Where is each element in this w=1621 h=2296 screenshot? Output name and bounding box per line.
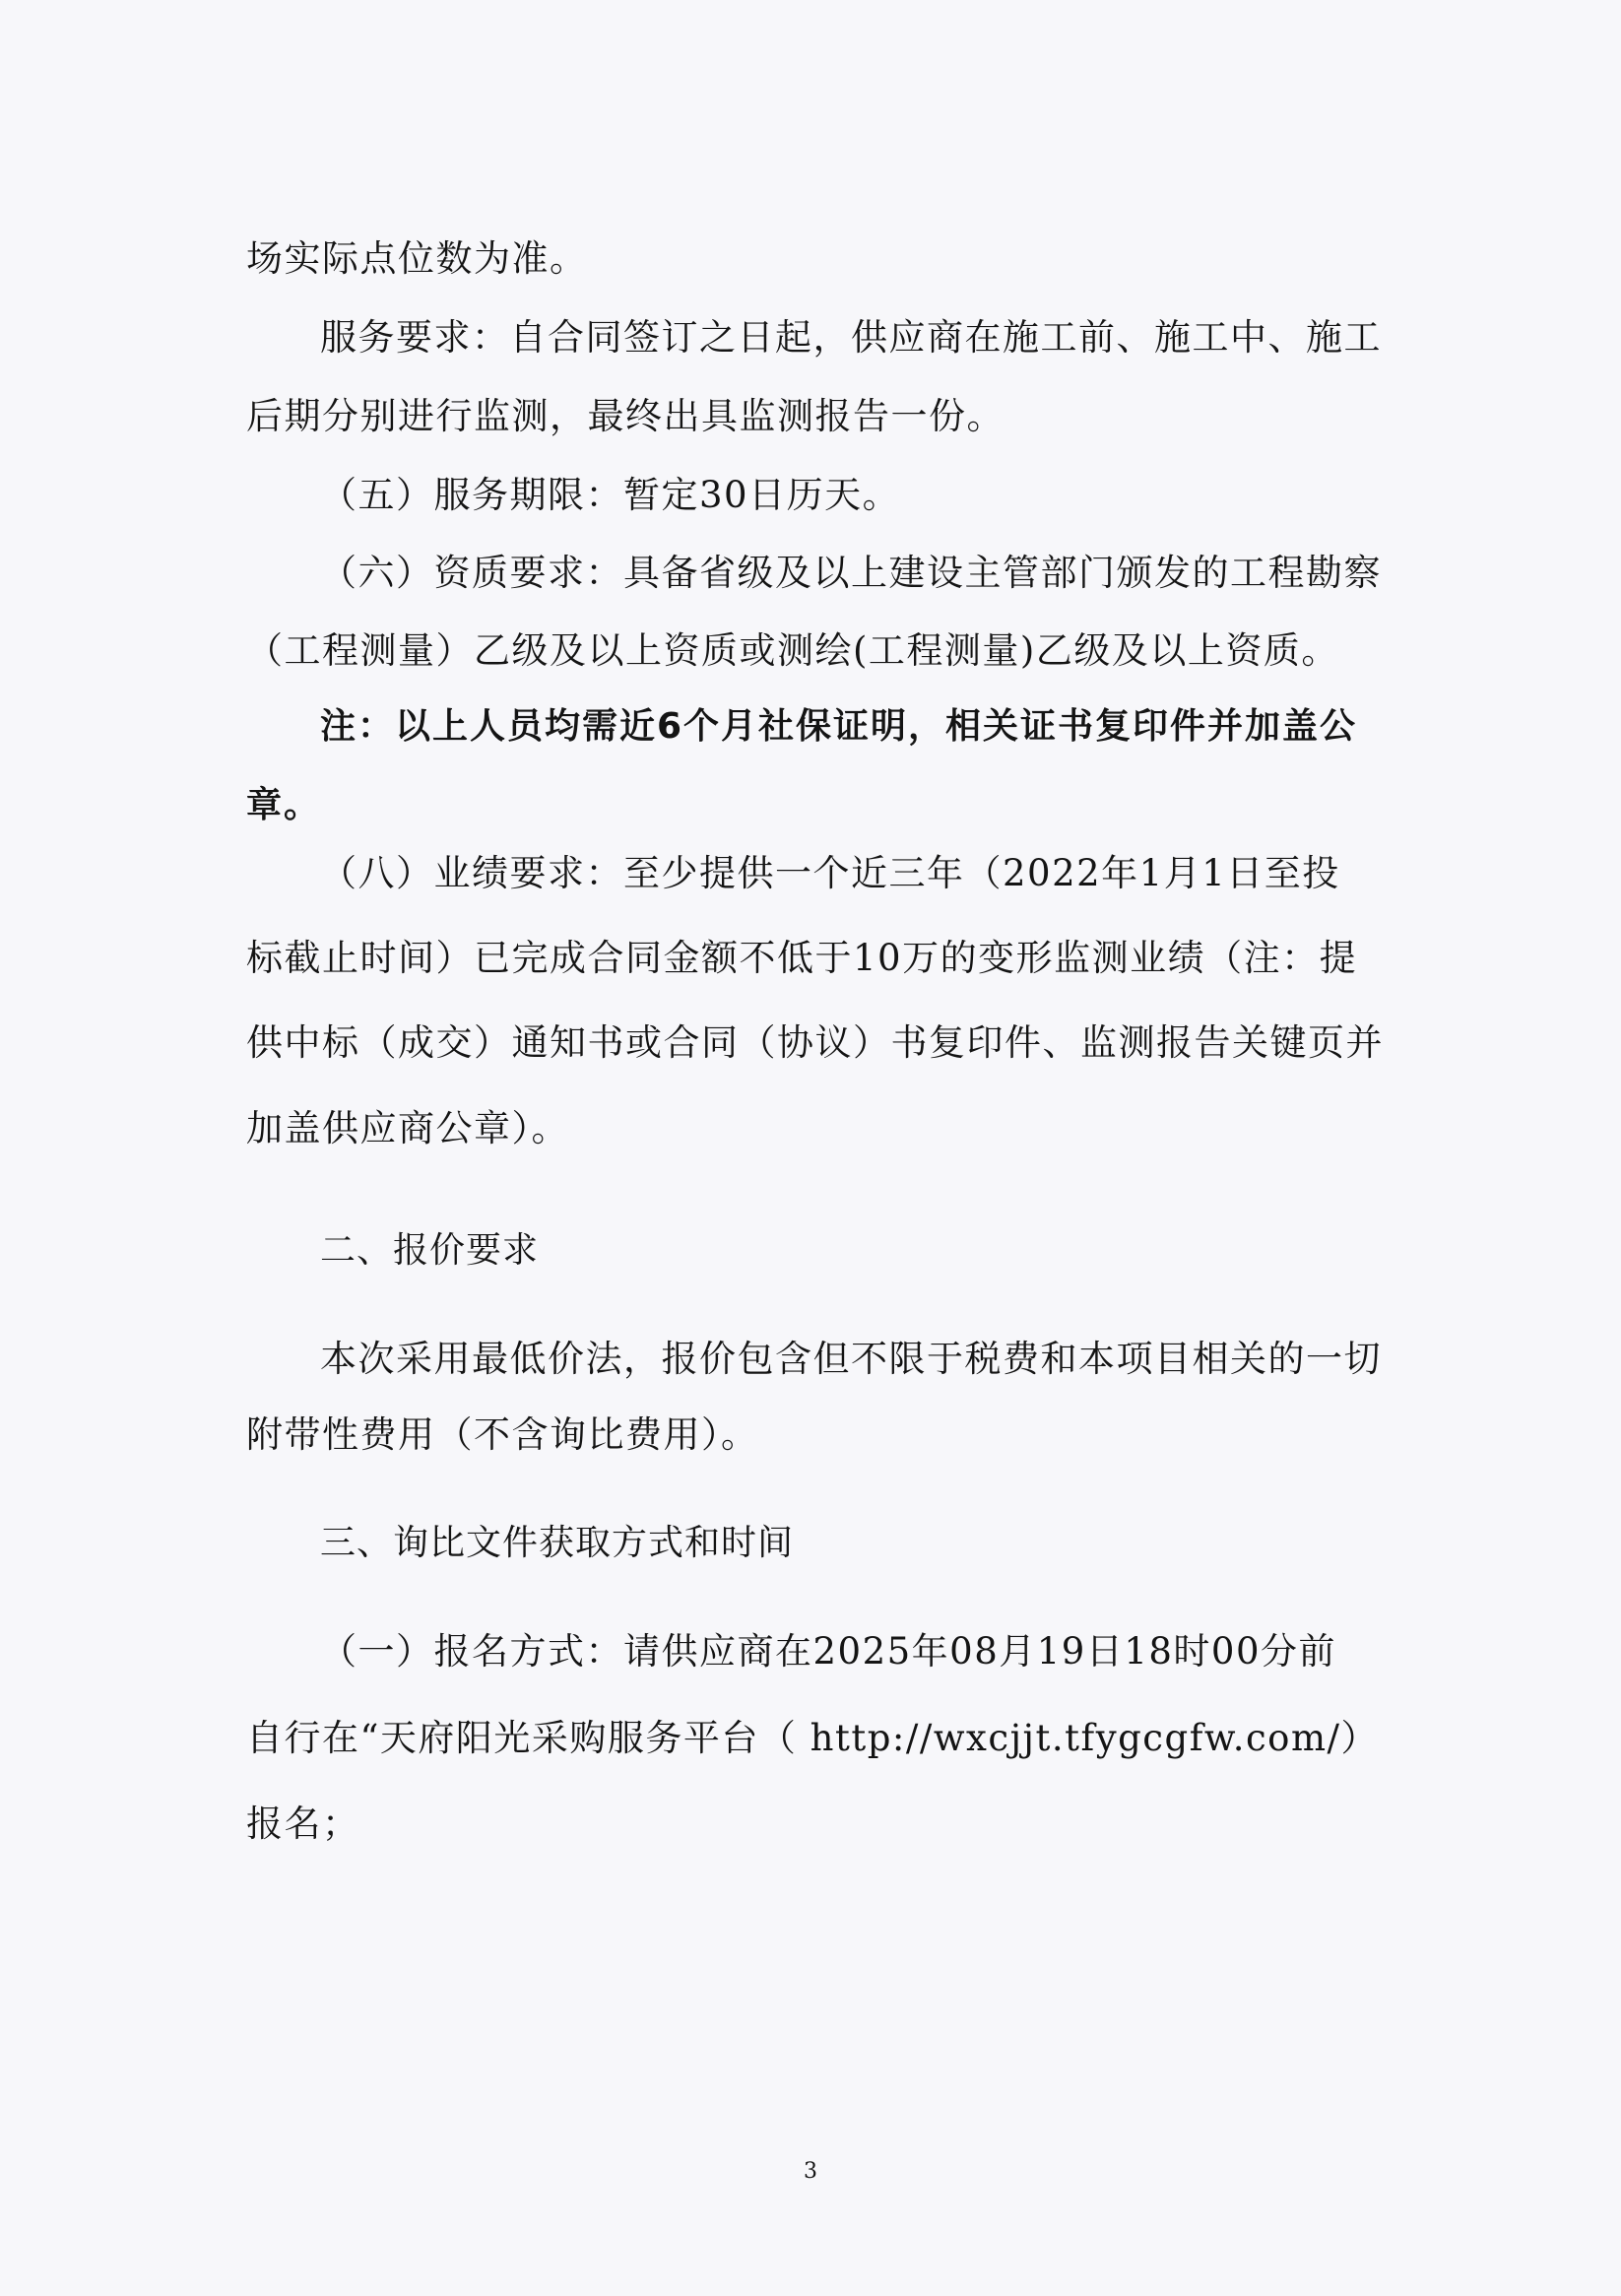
note-line-1: 注：以上人员均需近6个月社保证明，相关证书复印件并加盖公: [320, 706, 1358, 747]
note-line-2: 章。: [246, 785, 322, 825]
quotation-line-2: 附带性费用（不含询比费用）。: [246, 1413, 759, 1456]
performance-line-2: 标截止时间）已完成合同金额不低于10万的变形监测业绩（注：提: [246, 937, 1358, 979]
section-heading-documents: 三、询比文件获取方式和时间: [320, 1523, 795, 1563]
service-period-line: （五）服务期限：暂定30日历天。: [320, 474, 901, 516]
page-number: 3: [804, 2159, 817, 2184]
registration-line-3: 报名；: [246, 1803, 360, 1845]
performance-line-3: 供中标（成交）通知书或合同（协议）书复印件、监测报告关键页并: [246, 1021, 1384, 1064]
performance-line-4: 加盖供应商公章）。: [246, 1107, 569, 1149]
registration-line-2: 自行在“天府阳光采购服务平台（ http://wxcjjt.tfygcgfw.com/）: [246, 1717, 1380, 1759]
paragraph-line-site-points: 场实际点位数为准。: [246, 237, 588, 280]
section-heading-quotation: 二、报价要求: [320, 1230, 540, 1271]
service-requirements-line-2: 后期分别进行监测，最终出具监测报告一份。: [246, 395, 1005, 437]
qualification-line-1: （六）资质要求：具备省级及以上建设主管部门颁发的工程勘察: [320, 552, 1382, 594]
performance-line-1: （八）业绩要求：至少提供一个近三年（2022年1月1日至投: [320, 852, 1340, 894]
quotation-line-1: 本次采用最低价法，报价包含但不限于税费和本项目相关的一切: [320, 1338, 1382, 1380]
service-requirements-line-1: 服务要求：自合同签订之日起，供应商在施工前、施工中、施工: [320, 316, 1382, 359]
registration-line-1: （一）报名方式：请供应商在2025年08月19日18时00分前: [320, 1630, 1336, 1673]
qualification-line-2: （工程测量）乙级及以上资质或测绘(工程测量)乙级及以上资质。: [246, 629, 1339, 672]
